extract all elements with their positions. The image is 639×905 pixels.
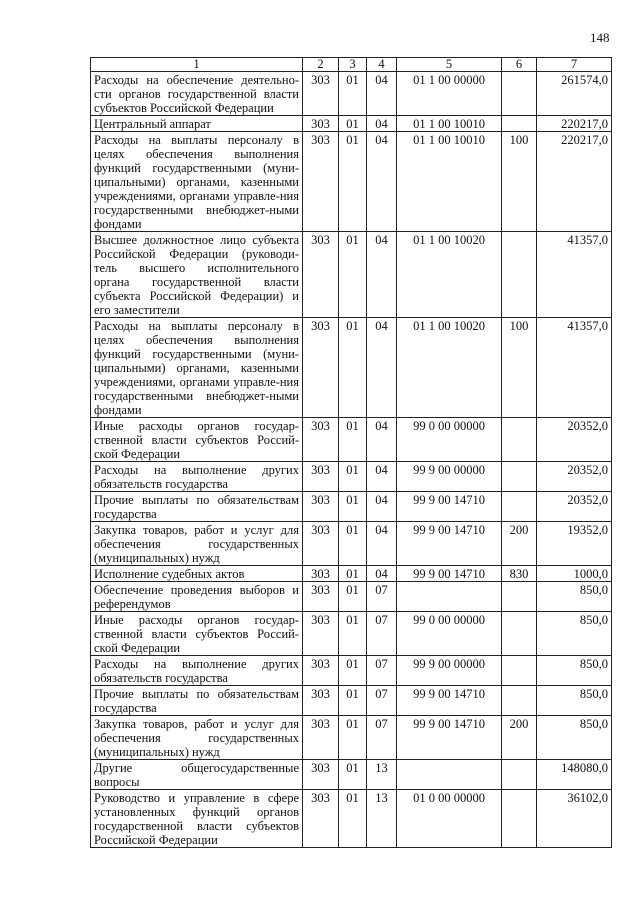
cell-amount: 19352,0	[537, 522, 612, 566]
cell-amount: 41357,0	[537, 232, 612, 318]
cell-expense-type-code	[502, 582, 537, 612]
cell-subsection-code: 04	[367, 492, 397, 522]
cell-amount: 1000,0	[537, 566, 612, 582]
table-row	[91, 582, 612, 612]
table-row	[91, 686, 612, 716]
cell-subsection-code: 07	[367, 656, 397, 686]
cell-expense-type-code: 100	[502, 318, 537, 418]
cell-row-name: Расходы на обеспечение деятельно-сти органов государственной власти субъектов Российской Федерации	[91, 72, 303, 116]
cell-section-code: 01	[339, 72, 367, 116]
cell-subsection-code: 04	[367, 132, 397, 232]
cell-section-code: 01	[339, 492, 367, 522]
cell-row-name: Прочие выплаты по обязательствам государства	[91, 492, 303, 522]
cell-expense-type-code	[502, 790, 537, 848]
table-row	[91, 656, 612, 686]
cell-target-article-code: 99 9 00 14710	[397, 686, 502, 716]
cell-admin-code: 303	[303, 492, 339, 522]
cell-expense-type-code	[502, 492, 537, 522]
cell-subsection-code: 13	[367, 790, 397, 848]
cell-expense-type-code: 200	[502, 522, 537, 566]
table-row	[91, 132, 612, 232]
header-cell-4: 4	[367, 58, 397, 72]
cell-section-code: 01	[339, 116, 367, 132]
header-cell-5: 5	[397, 58, 502, 72]
cell-row-name: Руководство и управление в сфере установленных функций органов государственной власти субъектов Российской Федерации	[91, 790, 303, 848]
cell-expense-type-code	[502, 656, 537, 686]
cell-amount: 20352,0	[537, 462, 612, 492]
cell-row-name: Иные расходы органов государ-ственной власти субъектов Россий-ской Федерации	[91, 418, 303, 462]
cell-amount: 850,0	[537, 686, 612, 716]
cell-row-name: Исполнение судебных актов	[91, 566, 303, 582]
cell-subsection-code: 13	[367, 760, 397, 790]
header-cell-1: 1	[91, 58, 303, 72]
cell-subsection-code: 04	[367, 232, 397, 318]
table-row	[91, 116, 612, 132]
cell-amount: 850,0	[537, 612, 612, 656]
table-body	[91, 72, 612, 848]
cell-amount: 148080,0	[537, 760, 612, 790]
cell-target-article-code: 99 0 00 00000	[397, 418, 502, 462]
cell-target-article-code: 99 9 00 00000	[397, 656, 502, 686]
cell-admin-code: 303	[303, 656, 339, 686]
cell-target-article-code: 99 0 00 00000	[397, 612, 502, 656]
header-cell-6: 6	[502, 58, 537, 72]
cell-target-article-code: 01 1 00 10020	[397, 318, 502, 418]
cell-target-article-code: 01 1 00 10010	[397, 132, 502, 232]
table-row	[91, 566, 612, 582]
cell-admin-code: 303	[303, 760, 339, 790]
cell-target-article-code: 99 9 00 14710	[397, 492, 502, 522]
cell-admin-code: 303	[303, 566, 339, 582]
cell-subsection-code: 04	[367, 116, 397, 132]
cell-expense-type-code	[502, 72, 537, 116]
cell-admin-code: 303	[303, 116, 339, 132]
cell-amount: 850,0	[537, 582, 612, 612]
table-row	[91, 760, 612, 790]
cell-section-code: 01	[339, 462, 367, 492]
cell-subsection-code: 04	[367, 522, 397, 566]
cell-subsection-code: 04	[367, 462, 397, 492]
cell-admin-code: 303	[303, 132, 339, 232]
cell-subsection-code: 04	[367, 72, 397, 116]
cell-expense-type-code	[502, 686, 537, 716]
cell-amount: 20352,0	[537, 418, 612, 462]
cell-section-code: 01	[339, 566, 367, 582]
cell-expense-type-code: 200	[502, 716, 537, 760]
cell-section-code: 01	[339, 132, 367, 232]
cell-target-article-code: 01 1 00 10020	[397, 232, 502, 318]
cell-amount: 220217,0	[537, 132, 612, 232]
cell-row-name: Закупка товаров, работ и услуг для обеспечения государственных (муниципальных) нужд	[91, 716, 303, 760]
cell-target-article-code: 99 9 00 00000	[397, 462, 502, 492]
table-row	[91, 318, 612, 418]
page-number: 148	[590, 30, 610, 45]
cell-expense-type-code: 830	[502, 566, 537, 582]
cell-subsection-code: 07	[367, 686, 397, 716]
cell-section-code: 01	[339, 318, 367, 418]
header-cell-2: 2	[303, 58, 339, 72]
cell-admin-code: 303	[303, 686, 339, 716]
cell-subsection-code: 04	[367, 566, 397, 582]
cell-expense-type-code	[502, 232, 537, 318]
cell-section-code: 01	[339, 716, 367, 760]
table-row	[91, 72, 612, 116]
cell-expense-type-code	[502, 462, 537, 492]
cell-section-code: 01	[339, 760, 367, 790]
cell-subsection-code: 04	[367, 418, 397, 462]
cell-admin-code: 303	[303, 72, 339, 116]
cell-amount: 850,0	[537, 656, 612, 686]
table-row	[91, 462, 612, 492]
cell-admin-code: 303	[303, 790, 339, 848]
cell-row-name: Закупка товаров, работ и услуг для обеспечения государственных (муниципальных) нужд	[91, 522, 303, 566]
cell-expense-type-code	[502, 760, 537, 790]
cell-admin-code: 303	[303, 462, 339, 492]
table-row	[91, 790, 612, 848]
cell-admin-code: 303	[303, 232, 339, 318]
cell-row-name: Расходы на выплаты персоналу в целях обеспечения выполнения функций государственными (муни-ципальными) органами, казенными учреждениями, органами управле-ния государственными внебюджет-ными фондами	[91, 132, 303, 232]
cell-amount: 261574,0	[537, 72, 612, 116]
cell-admin-code: 303	[303, 418, 339, 462]
cell-amount: 850,0	[537, 716, 612, 760]
cell-subsection-code: 07	[367, 612, 397, 656]
cell-expense-type-code: 100	[502, 132, 537, 232]
table-row	[91, 716, 612, 760]
cell-expense-type-code	[502, 418, 537, 462]
table-row	[91, 418, 612, 462]
cell-admin-code: 303	[303, 582, 339, 612]
cell-amount: 36102,0	[537, 790, 612, 848]
cell-row-name: Расходы на выполнение других обязательств государства	[91, 656, 303, 686]
cell-target-article-code	[397, 760, 502, 790]
cell-row-name: Другие общегосударственные вопросы	[91, 760, 303, 790]
cell-target-article-code: 99 9 00 14710	[397, 522, 502, 566]
cell-amount: 20352,0	[537, 492, 612, 522]
cell-target-article-code: 99 9 00 14710	[397, 716, 502, 760]
cell-target-article-code: 01 0 00 00000	[397, 790, 502, 848]
cell-subsection-code: 07	[367, 582, 397, 612]
header-cell-3: 3	[339, 58, 367, 72]
cell-target-article-code: 99 9 00 14710	[397, 566, 502, 582]
header-cell-7: 7	[537, 58, 612, 72]
cell-row-name: Центральный аппарат	[91, 116, 303, 132]
header-row	[91, 58, 612, 72]
cell-expense-type-code	[502, 612, 537, 656]
cell-expense-type-code	[502, 116, 537, 132]
table-row	[91, 232, 612, 318]
cell-row-name: Прочие выплаты по обязательствам государства	[91, 686, 303, 716]
table-row	[91, 492, 612, 522]
cell-section-code: 01	[339, 522, 367, 566]
budget-table	[90, 57, 612, 848]
cell-section-code: 01	[339, 790, 367, 848]
cell-admin-code: 303	[303, 716, 339, 760]
cell-section-code: 01	[339, 582, 367, 612]
table-row	[91, 522, 612, 566]
cell-amount: 220217,0	[537, 116, 612, 132]
cell-admin-code: 303	[303, 318, 339, 418]
cell-target-article-code: 01 1 00 00000	[397, 72, 502, 116]
cell-section-code: 01	[339, 686, 367, 716]
cell-row-name: Расходы на выплаты персоналу в целях обеспечения выполнения функций государственными (муни-ципальными) органами, казенными учреждениями, органами управле-ния государственными внебюджет-ными фондами	[91, 318, 303, 418]
cell-row-name: Иные расходы органов государ-ственной власти субъектов Россий-ской Федерации	[91, 612, 303, 656]
cell-section-code: 01	[339, 418, 367, 462]
cell-admin-code: 303	[303, 612, 339, 656]
cell-subsection-code: 04	[367, 318, 397, 418]
cell-section-code: 01	[339, 612, 367, 656]
cell-target-article-code	[397, 582, 502, 612]
cell-subsection-code: 07	[367, 716, 397, 760]
cell-target-article-code: 01 1 00 10010	[397, 116, 502, 132]
table-row	[91, 612, 612, 656]
cell-row-name: Обеспечение проведения выборов и референдумов	[91, 582, 303, 612]
cell-section-code: 01	[339, 232, 367, 318]
cell-row-name: Высшее должностное лицо субъекта Российской Федерации (руководи-тель высшего исполнительного органа государственной власти субъекта Российской Федерации) и его заместители	[91, 232, 303, 318]
cell-amount: 41357,0	[537, 318, 612, 418]
cell-row-name: Расходы на выполнение других обязательств государства	[91, 462, 303, 492]
cell-admin-code: 303	[303, 522, 339, 566]
cell-section-code: 01	[339, 656, 367, 686]
